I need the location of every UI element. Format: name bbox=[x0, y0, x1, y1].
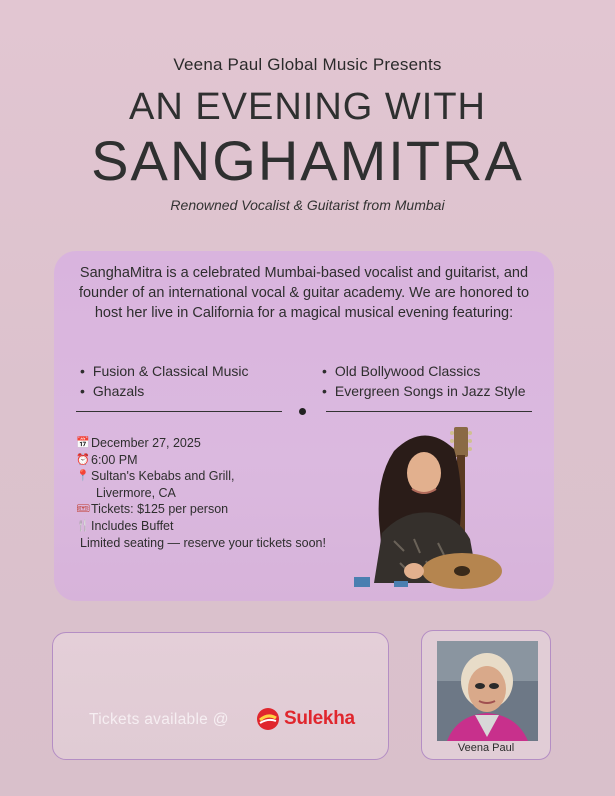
calendar-icon: 📅 bbox=[76, 437, 90, 449]
subtitle: Renowned Vocalist & Guitarist from Mumbai bbox=[170, 197, 445, 213]
divider-left bbox=[76, 411, 282, 412]
time-text: 6:00 PM bbox=[91, 452, 138, 467]
venue-row bbox=[76, 468, 326, 485]
feature-item: • Ghazals bbox=[80, 381, 249, 401]
date-text: December 27, 2025 bbox=[91, 436, 201, 450]
location-pin-icon: 📍 bbox=[76, 470, 90, 483]
sulekha-logo-icon bbox=[256, 707, 280, 731]
title-line-1: AN EVENING WITH bbox=[128, 86, 487, 128]
host-name: Veena Paul bbox=[457, 742, 515, 754]
tickets-available-text: Tickets available @ bbox=[89, 711, 229, 728]
host-box bbox=[421, 630, 551, 760]
date-row bbox=[76, 435, 326, 452]
fork-knife-icon: 🍴 bbox=[76, 519, 90, 532]
presenter-line: Veena Paul Global Music Presents bbox=[173, 55, 442, 74]
time-row bbox=[76, 452, 326, 469]
intro-text: SanghaMitra is a celebrated Mumbai-based vocalist and guitarist, and founder of an international vocal & guitar academy. We are honored to host her live in California for a magical musical evening featuring: bbox=[78, 265, 530, 321]
features-right-list bbox=[322, 361, 526, 401]
buffet-text: Includes Buffet bbox=[91, 518, 174, 533]
ticket-info-box bbox=[52, 632, 389, 760]
host-photo bbox=[437, 641, 538, 741]
buffet-row bbox=[76, 518, 326, 535]
feature-item: • Old Bollywood Classics bbox=[322, 361, 526, 381]
title-line-2: SANGHAMITRA bbox=[91, 129, 524, 192]
tickets-row bbox=[76, 501, 326, 518]
clock-icon: ⏰ bbox=[76, 453, 90, 466]
sulekha-logo[interactable] bbox=[256, 707, 355, 731]
feature-item: • Evergreen Songs in Jazz Style bbox=[322, 381, 526, 401]
ticket-icon: 🎟 bbox=[76, 503, 90, 516]
singer-photo bbox=[354, 421, 524, 591]
features-left-list bbox=[80, 361, 249, 401]
seating-text: Limited seating — reserve your tickets soon! bbox=[80, 535, 326, 550]
tickets-text: Tickets: $125 per person bbox=[91, 502, 229, 517]
divider-dot bbox=[299, 408, 306, 415]
divider-right bbox=[326, 411, 532, 412]
venue-line-1: Sultan's Kebabs and Grill, bbox=[91, 469, 235, 484]
event-details bbox=[76, 435, 326, 551]
seating-row bbox=[76, 535, 326, 552]
feature-item: • Fusion & Classical Music bbox=[80, 361, 249, 381]
event-card bbox=[54, 251, 554, 601]
venue-row-2 bbox=[76, 485, 326, 502]
sulekha-brand: Sulekha bbox=[284, 708, 355, 729]
venue-line-2: Livermore, CA bbox=[96, 485, 176, 500]
